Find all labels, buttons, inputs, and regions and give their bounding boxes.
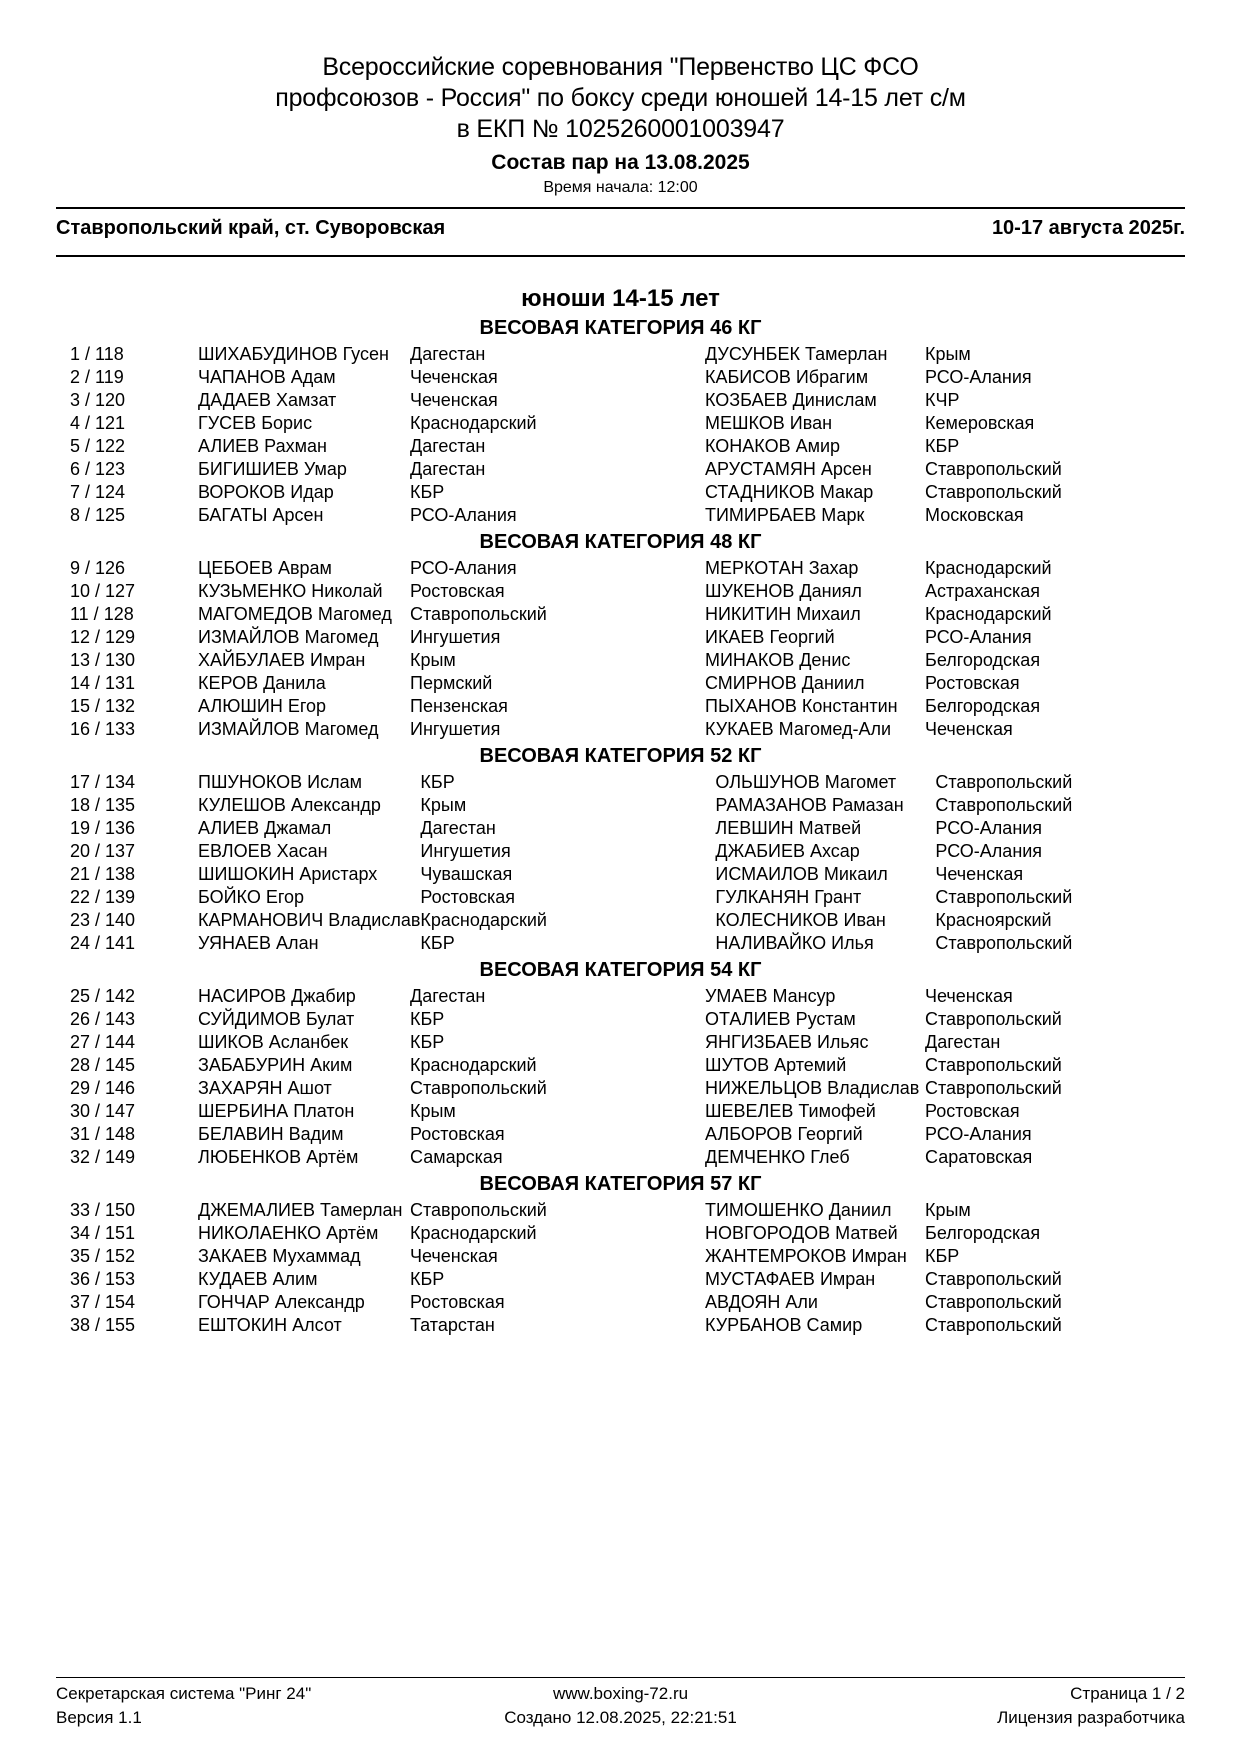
bout-table bbox=[56, 1199, 1185, 1337]
red-corner-region: Самарская bbox=[410, 1147, 503, 1167]
blue-corner-region: Ставропольский bbox=[935, 795, 1073, 815]
blue-corner-region: Московская bbox=[925, 505, 1024, 525]
blue-corner-boxer: НОВГОРОДОВ Матвей bbox=[705, 1223, 898, 1243]
weight-category-heading: ВЕСОВАЯ КАТЕГОРИЯ 48 КГ bbox=[479, 531, 762, 553]
blue-corner-boxer: ШУТОВ Артемий bbox=[705, 1055, 847, 1075]
competition-title-line-2: профсоюзов - Россия" по боксу среди юношей 14-15 лет с/м bbox=[275, 84, 966, 112]
blue-corner-region: Астраханская bbox=[925, 581, 1041, 601]
bout-number: 16 / 133 bbox=[70, 719, 136, 739]
red-corner-region: Дагестан bbox=[410, 344, 486, 364]
blue-corner-region: Ставропольский bbox=[925, 1055, 1062, 1075]
table-row bbox=[56, 1245, 1185, 1268]
blue-corner-region: Чеченская bbox=[925, 986, 1013, 1006]
table-row bbox=[56, 580, 1185, 603]
blue-corner-region: Ставропольский bbox=[925, 1009, 1062, 1029]
table-row bbox=[56, 863, 1185, 886]
red-corner-boxer: БАГАТЫ Арсен bbox=[198, 505, 324, 525]
red-corner-boxer: ЗАХАРЯН Ашот bbox=[198, 1078, 332, 1098]
table-row bbox=[56, 771, 1185, 794]
red-corner-region: Дагестан bbox=[410, 436, 486, 456]
red-corner-boxer: ИЗМАЙЛОВ Магомед bbox=[198, 719, 379, 739]
blue-corner-boxer: ЖАНТЕМРОКОВ Имран bbox=[705, 1246, 907, 1266]
blue-corner-boxer: МУСТАФАЕВ Имран bbox=[705, 1269, 876, 1289]
red-corner-boxer: АЛИЕВ Рахман bbox=[198, 436, 327, 456]
table-row bbox=[56, 840, 1185, 863]
competition-title bbox=[56, 52, 1185, 145]
table-row bbox=[56, 1123, 1185, 1146]
red-corner-boxer: НАСИРОВ Джабир bbox=[198, 986, 356, 1006]
blue-corner-boxer: УМАЕВ Мансур bbox=[705, 986, 836, 1006]
weight-category-heading: ВЕСОВАЯ КАТЕГОРИЯ 52 КГ bbox=[479, 745, 762, 767]
document-header bbox=[56, 0, 1185, 257]
blue-corner-boxer: МЕРКОТАН Захар bbox=[705, 558, 859, 578]
table-row bbox=[56, 932, 1185, 955]
red-corner-boxer: ЧАПАНОВ Адам bbox=[198, 367, 336, 387]
bout-number: 36 / 153 bbox=[70, 1269, 136, 1289]
table-row bbox=[56, 1268, 1185, 1291]
competition-title-line-3: в ЕКП № 1025260001003947 bbox=[456, 115, 785, 143]
blue-corner-region: Ставропольский bbox=[925, 1315, 1062, 1335]
red-corner-region: Дагестан bbox=[410, 986, 486, 1006]
blue-corner-boxer: КОНАКОВ Амир bbox=[705, 436, 841, 456]
blue-corner-region: Крым bbox=[925, 344, 971, 364]
footer-row-top bbox=[56, 1682, 1185, 1706]
red-corner-region: Дагестан bbox=[420, 818, 496, 838]
red-corner-region: Ингушетия bbox=[420, 841, 511, 861]
bout-number: 29 / 146 bbox=[70, 1078, 136, 1098]
red-corner-boxer: ЕВЛОЕВ Хасан bbox=[198, 841, 328, 861]
red-corner-region: Краснодарский bbox=[420, 910, 547, 930]
document-content bbox=[56, 257, 1185, 1677]
blue-corner-boxer: ДЕМЧЕНКО Глеб bbox=[705, 1147, 850, 1167]
red-corner-boxer: НИКОЛАЕНКО Артём bbox=[198, 1223, 379, 1243]
blue-corner-region: Белгородская bbox=[925, 650, 1041, 670]
table-row bbox=[56, 1100, 1185, 1123]
red-corner-region: Ставропольский bbox=[410, 1200, 547, 1220]
red-corner-boxer: ГУСЕВ Борис bbox=[198, 413, 313, 433]
blue-corner-boxer: ДЖАБИЕВ Ахсар bbox=[715, 841, 860, 861]
red-corner-region: КБР bbox=[420, 933, 455, 953]
blue-corner-boxer: АРУСТАМЯН Арсен bbox=[705, 459, 872, 479]
blue-corner-region: КЧР bbox=[925, 390, 960, 410]
blue-corner-boxer: ЯНГИЗБАЕВ Ильяс bbox=[705, 1032, 869, 1052]
red-corner-region: Ставропольский bbox=[410, 604, 547, 624]
bout-number: 21 / 138 bbox=[70, 864, 136, 884]
bout-number: 31 / 148 bbox=[70, 1124, 136, 1144]
red-corner-boxer: ЕШТОКИН Алсот bbox=[198, 1315, 342, 1335]
bout-number: 11 / 128 bbox=[70, 604, 134, 624]
footer-divider bbox=[56, 1677, 1185, 1678]
red-corner-region: Краснодарский bbox=[410, 1223, 537, 1243]
red-corner-region: Ростовская bbox=[410, 1292, 505, 1312]
bout-number: 34 / 151 bbox=[70, 1223, 136, 1243]
table-row bbox=[56, 1008, 1185, 1031]
bout-number: 32 / 149 bbox=[70, 1147, 136, 1167]
red-corner-region: Пензенская bbox=[410, 696, 508, 716]
footer-system-name: Секретарская система "Ринг 24" bbox=[56, 1684, 312, 1703]
table-row bbox=[56, 672, 1185, 695]
blue-corner-boxer: АЛБОРОВ Георгий bbox=[705, 1124, 863, 1144]
bout-number: 5 / 122 bbox=[70, 436, 126, 456]
table-row bbox=[56, 1146, 1185, 1169]
blue-corner-boxer: КОЛЕСНИКОВ Иван bbox=[715, 910, 886, 930]
bout-number: 24 / 141 bbox=[70, 933, 136, 953]
red-corner-region: РСО-Алания bbox=[410, 505, 517, 525]
weight-category-heading: ВЕСОВАЯ КАТЕГОРИЯ 57 КГ bbox=[479, 1173, 762, 1195]
start-time-label: Время начала: 12:00 bbox=[543, 179, 698, 196]
blue-corner-boxer: НАЛИВАЙКО Илья bbox=[715, 933, 874, 953]
red-corner-region: Ростовская bbox=[410, 1124, 505, 1144]
red-corner-boxer: СУЙДИМОВ Булат bbox=[198, 1009, 355, 1029]
categories-container bbox=[56, 317, 1185, 1337]
bout-number: 33 / 150 bbox=[70, 1200, 136, 1220]
bout-number: 35 / 152 bbox=[70, 1246, 136, 1266]
weight-category-heading: ВЕСОВАЯ КАТЕГОРИЯ 54 КГ bbox=[479, 959, 762, 981]
blue-corner-region: Ставропольский bbox=[925, 1078, 1062, 1098]
blue-corner-boxer: ТИМОШЕНКО Даниил bbox=[705, 1200, 892, 1220]
document-footer bbox=[56, 1677, 1185, 1754]
red-corner-region: Крым bbox=[410, 1101, 456, 1121]
blue-corner-boxer: ГУЛКАНЯН Грант bbox=[715, 887, 862, 907]
table-row bbox=[56, 626, 1185, 649]
red-corner-boxer: ИЗМАЙЛОВ Магомед bbox=[198, 627, 379, 647]
bout-number: 1 / 118 bbox=[70, 344, 124, 364]
bout-number: 38 / 155 bbox=[70, 1315, 136, 1335]
blue-corner-region: РСО-Алания bbox=[935, 818, 1043, 838]
table-row bbox=[56, 412, 1185, 435]
event-dates: 10-17 августа 2025г. bbox=[991, 217, 1185, 239]
red-corner-boxer: ЗАБАБУРИН Аким bbox=[198, 1055, 353, 1075]
red-corner-region: Крым bbox=[420, 795, 467, 815]
blue-corner-boxer: ДУСУНБЕК Тамерлан bbox=[705, 344, 888, 364]
blue-corner-region: РСО-Алания bbox=[925, 1124, 1032, 1144]
table-row bbox=[56, 458, 1185, 481]
red-corner-region: Краснодарский bbox=[410, 413, 537, 433]
red-corner-boxer: ЦЕБОЕВ Аврам bbox=[198, 558, 332, 578]
red-corner-boxer: БИГИШИЕВ Умар bbox=[198, 459, 347, 479]
footer-version: Версия 1.1 bbox=[56, 1708, 142, 1727]
table-row bbox=[56, 504, 1185, 527]
red-corner-region: КБР bbox=[410, 1269, 445, 1289]
red-corner-region: Чеченская bbox=[410, 367, 498, 387]
blue-corner-region: Краснодарский bbox=[925, 604, 1052, 624]
red-corner-boxer: ПШУНОКОВ Ислам bbox=[198, 772, 362, 792]
blue-corner-boxer: ЛЕВШИН Матвей bbox=[715, 818, 862, 838]
footer-website: www.boxing-72.ru bbox=[552, 1684, 689, 1703]
red-corner-region: Пермский bbox=[410, 673, 493, 693]
red-corner-boxer: КУДАЕВ Алим bbox=[198, 1269, 318, 1289]
blue-corner-boxer: ПЫХАНОВ Константин bbox=[705, 696, 898, 716]
table-row bbox=[56, 886, 1185, 909]
table-row bbox=[56, 1222, 1185, 1245]
bout-number: 18 / 135 bbox=[70, 795, 136, 815]
footer-page-number: Страница 1 / 2 bbox=[1070, 1684, 1185, 1703]
bout-number: 9 / 126 bbox=[70, 558, 126, 578]
bout-number: 15 / 132 bbox=[70, 696, 136, 716]
bout-number: 8 / 125 bbox=[70, 505, 126, 525]
blue-corner-boxer: КОЗБАЕВ Динислам bbox=[705, 390, 877, 410]
blue-corner-region: Ставропольский bbox=[925, 1292, 1062, 1312]
table-row bbox=[56, 435, 1185, 458]
red-corner-region: Чеченская bbox=[410, 1246, 498, 1266]
weight-category-heading: ВЕСОВАЯ КАТЕГОРИЯ 46 КГ bbox=[479, 317, 762, 339]
bout-table bbox=[56, 343, 1185, 527]
red-corner-region: Чувашская bbox=[420, 864, 513, 884]
bout-number: 37 / 154 bbox=[70, 1292, 136, 1312]
red-corner-region: Крым bbox=[410, 650, 456, 670]
red-corner-boxer: ШИШОКИН Аристарх bbox=[198, 864, 378, 884]
red-corner-boxer: ЛЮБЕНКОВ Артём bbox=[198, 1147, 359, 1167]
blue-corner-region: Ростовская bbox=[925, 673, 1020, 693]
bout-number: 10 / 127 bbox=[70, 581, 136, 601]
blue-corner-boxer: ИСМАИЛОВ Микаил bbox=[715, 864, 888, 884]
red-corner-boxer: МАГОМЕДОВ Магомед bbox=[198, 604, 392, 624]
red-corner-boxer: ШЕРБИНА Платон bbox=[198, 1101, 355, 1121]
table-row bbox=[56, 985, 1185, 1008]
footer-row-bottom bbox=[56, 1706, 1185, 1730]
blue-corner-region: КБР bbox=[925, 436, 960, 456]
bout-table bbox=[56, 985, 1185, 1169]
red-corner-boxer: КУЗЬМЕНКО Николай bbox=[198, 581, 383, 601]
red-corner-boxer: ЗАКАЕВ Мухаммад bbox=[198, 1246, 361, 1266]
blue-corner-boxer: АВДОЯН Али bbox=[705, 1292, 818, 1312]
bout-number: 30 / 147 bbox=[70, 1101, 136, 1121]
bout-number: 14 / 131 bbox=[70, 673, 136, 693]
red-corner-region: РСО-Алания bbox=[410, 558, 517, 578]
table-row bbox=[56, 794, 1185, 817]
red-corner-region: Дагестан bbox=[410, 459, 486, 479]
blue-corner-region: Саратовская bbox=[925, 1147, 1033, 1167]
bout-number: 7 / 124 bbox=[70, 482, 126, 502]
competition-title-line-1: Всероссийские соревнования "Первенство ЦС ФСО bbox=[322, 53, 919, 81]
blue-corner-boxer: КАБИСОВ Ибрагим bbox=[705, 367, 869, 387]
blue-corner-boxer: ОЛЬШУНОВ Магомет bbox=[715, 772, 897, 792]
blue-corner-region: Красноярский bbox=[935, 910, 1052, 930]
blue-corner-region: Ставропольский bbox=[925, 482, 1062, 502]
red-corner-region: КБР bbox=[410, 482, 445, 502]
blue-corner-region: РСО-Алания bbox=[935, 841, 1043, 861]
blue-corner-region: Ставропольский bbox=[935, 933, 1073, 953]
bout-number: 4 / 121 bbox=[70, 413, 126, 433]
red-corner-boxer: АЛЮШИН Егор bbox=[198, 696, 327, 716]
blue-corner-region: Чеченская bbox=[935, 864, 1024, 884]
red-corner-boxer: ДЖЕМАЛИЕВ Тамерлан bbox=[198, 1200, 403, 1220]
red-corner-region: Ингушетия bbox=[410, 719, 501, 739]
blue-corner-region: РСО-Алания bbox=[925, 367, 1032, 387]
footer-license: Лицензия разработчика bbox=[997, 1708, 1185, 1727]
table-row bbox=[56, 1291, 1185, 1314]
bout-number: 6 / 123 bbox=[70, 459, 126, 479]
table-row bbox=[56, 1077, 1185, 1100]
blue-corner-region: Ставропольский bbox=[925, 459, 1062, 479]
blue-corner-boxer: МЕШКОВ Иван bbox=[705, 413, 833, 433]
red-corner-boxer: КЕРОВ Данила bbox=[198, 673, 326, 693]
blue-corner-boxer: РАМАЗАНОВ Рамазан bbox=[715, 795, 904, 815]
blue-corner-boxer: ТИМИРБАЕВ Марк bbox=[705, 505, 865, 525]
table-row bbox=[56, 1054, 1185, 1077]
blue-corner-boxer: ШУКЕНОВ Даниял bbox=[705, 581, 862, 601]
table-row bbox=[56, 649, 1185, 672]
red-corner-region: Чеченская bbox=[410, 390, 498, 410]
bout-number: 19 / 136 bbox=[70, 818, 136, 838]
red-corner-boxer: ДАДАЕВ Хамзат bbox=[198, 390, 337, 410]
bout-number: 13 / 130 bbox=[70, 650, 136, 670]
table-row bbox=[56, 817, 1185, 840]
bout-number: 22 / 139 bbox=[70, 887, 136, 907]
red-corner-region: КБР bbox=[410, 1032, 445, 1052]
blue-corner-boxer: ИКАЕВ Георгий bbox=[705, 627, 835, 647]
bout-number: 28 / 145 bbox=[70, 1055, 136, 1075]
blue-corner-region: Белгородская bbox=[925, 1223, 1041, 1243]
bout-number: 23 / 140 bbox=[70, 910, 136, 930]
bout-table bbox=[56, 557, 1185, 741]
table-row bbox=[56, 389, 1185, 412]
red-corner-boxer: ХАЙБУЛАЕВ Имран bbox=[198, 650, 366, 670]
table-row bbox=[56, 695, 1185, 718]
table-row bbox=[56, 718, 1185, 741]
red-corner-boxer: БЕЛАВИН Вадим bbox=[198, 1124, 344, 1144]
venue-location: Ставропольский край, ст. Суворовская bbox=[56, 217, 446, 239]
blue-corner-region: Краснодарский bbox=[925, 558, 1052, 578]
table-row bbox=[56, 909, 1185, 932]
blue-corner-region: РСО-Алания bbox=[925, 627, 1032, 647]
blue-corner-boxer: ШЕВЕЛЕВ Тимофей bbox=[705, 1101, 876, 1121]
blue-corner-region: Кемеровская bbox=[925, 413, 1035, 433]
red-corner-boxer: ГОНЧАР Александр bbox=[198, 1292, 365, 1312]
red-corner-region: Ингушетия bbox=[410, 627, 501, 647]
pairs-date-heading: Состав пар на 13.08.2025 bbox=[491, 151, 750, 174]
red-corner-boxer: КАРМАНОВИЧ Владислав bbox=[198, 910, 421, 930]
table-row bbox=[56, 557, 1185, 580]
red-corner-region: КБР bbox=[420, 772, 455, 792]
blue-corner-boxer: ОТАЛИЕВ Рустам bbox=[705, 1009, 856, 1029]
bout-number: 12 / 129 bbox=[70, 627, 136, 647]
red-corner-region: Ставропольский bbox=[410, 1078, 547, 1098]
table-row bbox=[56, 1031, 1185, 1054]
blue-corner-boxer: НИКИТИН Михаил bbox=[705, 604, 861, 624]
blue-corner-region: Крым bbox=[925, 1200, 971, 1220]
bout-number: 17 / 134 bbox=[70, 772, 136, 792]
red-corner-region: КБР bbox=[410, 1009, 445, 1029]
bout-number: 26 / 143 bbox=[70, 1009, 136, 1029]
blue-corner-region: КБР bbox=[925, 1246, 960, 1266]
table-row bbox=[56, 366, 1185, 389]
blue-corner-boxer: КУКАЕВ Магомед-Али bbox=[705, 719, 892, 739]
table-row bbox=[56, 343, 1185, 366]
red-corner-region: Ростовская bbox=[410, 581, 505, 601]
bout-number: 20 / 137 bbox=[70, 841, 136, 861]
table-row bbox=[56, 481, 1185, 504]
red-corner-region: Татарстан bbox=[410, 1315, 495, 1335]
red-corner-boxer: ШИХАБУДИНОВ Гусен bbox=[198, 344, 389, 364]
blue-corner-region: Дагестан bbox=[925, 1032, 1001, 1052]
red-corner-boxer: УЯНАЕВ Алан bbox=[198, 933, 319, 953]
bout-number: 3 / 120 bbox=[70, 390, 126, 410]
bout-number: 2 / 119 bbox=[70, 367, 124, 387]
red-corner-region: Ростовская bbox=[420, 887, 516, 907]
age-group-heading: юноши 14-15 лет bbox=[521, 285, 720, 312]
blue-corner-region: Ростовская bbox=[925, 1101, 1020, 1121]
red-corner-boxer: КУЛЕШОВ Александр bbox=[198, 795, 381, 815]
blue-corner-boxer: СТАДНИКОВ Макар bbox=[705, 482, 874, 502]
blue-corner-region: Ставропольский bbox=[935, 772, 1073, 792]
bout-table bbox=[56, 771, 1185, 955]
blue-corner-boxer: СМИРНОВ Даниил bbox=[705, 673, 865, 693]
red-corner-boxer: БОЙКО Егор bbox=[198, 887, 305, 907]
blue-corner-region: Ставропольский bbox=[925, 1269, 1062, 1289]
blue-corner-region: Ставропольский bbox=[935, 887, 1073, 907]
table-row bbox=[56, 603, 1185, 626]
red-corner-region: Краснодарский bbox=[410, 1055, 537, 1075]
red-corner-boxer: АЛИЕВ Джамал bbox=[198, 818, 332, 838]
red-corner-boxer: ШИКОВ Асланбек bbox=[198, 1032, 349, 1052]
blue-corner-region: Белгородская bbox=[925, 696, 1041, 716]
blue-corner-boxer: НИЖЕЛЬЦОВ Владислав bbox=[705, 1078, 920, 1098]
table-row bbox=[56, 1199, 1185, 1222]
bout-number: 27 / 144 bbox=[70, 1032, 136, 1052]
blue-corner-boxer: КУРБАНОВ Самир bbox=[705, 1315, 863, 1335]
red-corner-boxer: ВОРОКОВ Идар bbox=[198, 482, 334, 502]
footer-created-timestamp: Создано 12.08.2025, 22:21:51 bbox=[504, 1708, 737, 1727]
bout-number: 25 / 142 bbox=[70, 986, 136, 1006]
venue-meta-row bbox=[56, 209, 1185, 246]
table-row bbox=[56, 1314, 1185, 1337]
blue-corner-region: Чеченская bbox=[925, 719, 1013, 739]
blue-corner-boxer: МИНАКОВ Денис bbox=[705, 650, 851, 670]
